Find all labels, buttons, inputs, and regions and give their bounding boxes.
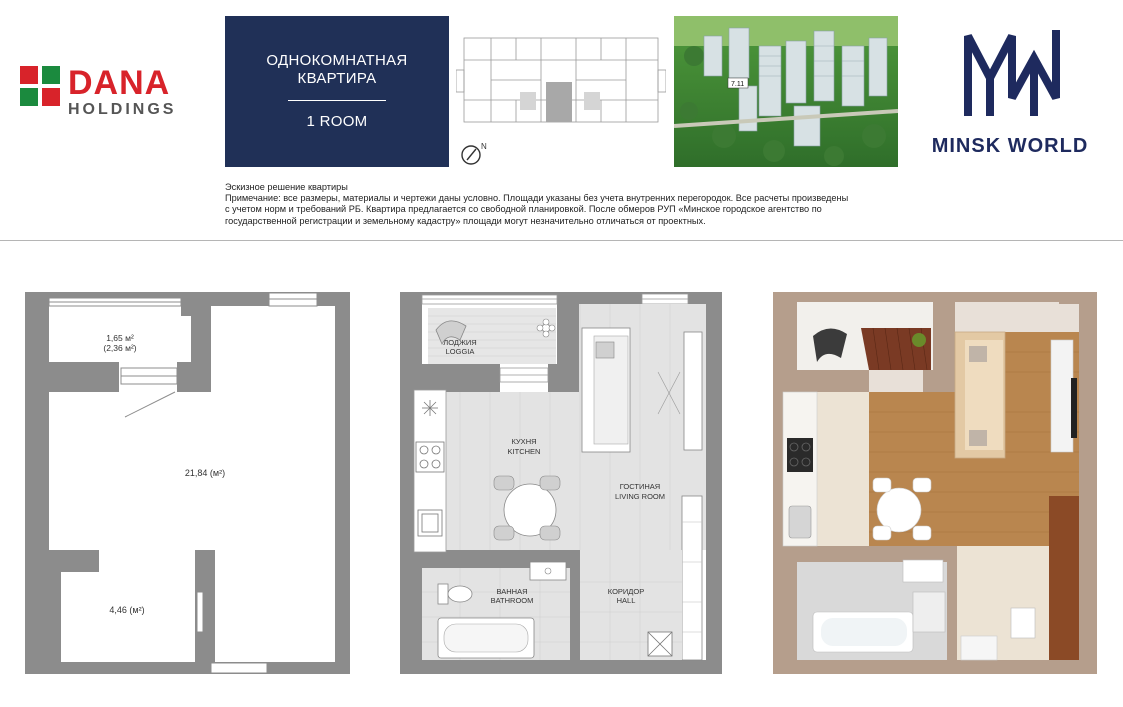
logo-square-red-2 bbox=[42, 88, 60, 106]
sink-3d-icon bbox=[789, 506, 811, 538]
living-label-ru: ГОСТИНАЯ bbox=[619, 482, 661, 491]
washer-3d bbox=[913, 592, 945, 632]
washbasin bbox=[530, 562, 566, 580]
title-line-2: КВАРТИРА bbox=[297, 70, 377, 87]
title-line-1: ОДНОКОМНАТНАЯ bbox=[266, 52, 408, 69]
render-badge-label: 7.11 bbox=[731, 81, 745, 88]
tv-icon bbox=[1071, 378, 1077, 438]
furniture-floor-plan bbox=[400, 292, 722, 674]
hood-icon bbox=[422, 400, 438, 416]
rendered-3d-floor-plan bbox=[773, 292, 1097, 674]
main-room-area-label: 21,84 (м²) bbox=[184, 468, 226, 478]
sofa bbox=[582, 328, 630, 452]
logo-square-green-2 bbox=[20, 88, 38, 106]
compass-north-letter: N bbox=[481, 142, 487, 151]
dana-brand-text: DANA bbox=[68, 66, 171, 102]
living-label-en: LIVING ROOM bbox=[614, 492, 666, 501]
building-floor-schematic bbox=[456, 30, 666, 130]
header-divider bbox=[0, 240, 1123, 241]
disclaimer-note bbox=[225, 182, 905, 227]
compass-icon bbox=[460, 140, 488, 166]
bathroom-area-label: 4,46 (м²) bbox=[109, 605, 145, 615]
tv-unit bbox=[684, 332, 702, 450]
washbasin-3d bbox=[903, 560, 943, 582]
district-render-image bbox=[674, 16, 898, 167]
minsk-world-logo bbox=[918, 28, 1103, 158]
wardrobe bbox=[682, 496, 702, 660]
loggia-area-label: 1,65 м² bbox=[106, 333, 134, 343]
area-floor-plan bbox=[25, 292, 350, 674]
cooktop-icon bbox=[787, 438, 813, 472]
dana-holdings-logo bbox=[20, 66, 210, 118]
kitchen-label-en: KITCHEN bbox=[507, 447, 541, 456]
loggia-label-ru: ЛОДЖИЯ bbox=[443, 338, 477, 347]
sofa-3d bbox=[955, 332, 1005, 458]
tv-unit-3d bbox=[1051, 340, 1073, 452]
kitchen-label-ru: КУХНЯ bbox=[511, 437, 537, 446]
title-divider bbox=[288, 100, 386, 101]
plant-icon bbox=[912, 333, 926, 347]
bath-label-ru: ВАННАЯ bbox=[496, 587, 528, 596]
apartment-title-box bbox=[225, 16, 449, 167]
highlighted-apartment bbox=[546, 82, 572, 122]
dana-sub-text: HOLDINGS bbox=[68, 101, 177, 118]
room-count-title: 1 ROOM bbox=[306, 113, 368, 130]
hall-cabinet-icon bbox=[648, 632, 672, 656]
bath-label-en: BATHROOM bbox=[490, 596, 534, 605]
loggia-area-alt-label: (2,36 м²) bbox=[103, 343, 137, 353]
hall-stool-3d bbox=[1011, 608, 1035, 638]
minsk-world-text: MINSK WORLD bbox=[931, 135, 1089, 157]
logo-square-red-1 bbox=[20, 66, 38, 84]
hall-label-ru: КОРИДОР bbox=[607, 587, 645, 596]
wardrobe-3d bbox=[1049, 496, 1079, 660]
note-title: Эскизное решение квартиры bbox=[225, 182, 348, 192]
bathtub bbox=[438, 618, 534, 658]
bathtub-3d bbox=[813, 612, 913, 652]
note-line-3: государственной регистрации и земельному кадастру» площади могут незначительно отличаться от проектных. bbox=[225, 215, 706, 226]
dining-table bbox=[494, 476, 560, 540]
note-line-2: с учетом норм и требований РБ. Квартира предлагается со свободной планировкой. После обмеров РУП «Минское городское агентство по bbox=[225, 204, 822, 215]
door-mat-3d bbox=[961, 636, 997, 660]
toilet bbox=[438, 584, 472, 604]
note-line-1: Примечание: все размеры, материалы и чертежи даны условно. Площади указаны без учета внутренних перегородок. Все расчеты произведены bbox=[225, 193, 849, 204]
loggia-label-en: LOGGIA bbox=[445, 347, 475, 356]
logo-square-green-1 bbox=[42, 66, 60, 84]
apartment-type-title bbox=[225, 52, 449, 88]
hall-label-en: HALL bbox=[616, 596, 636, 605]
